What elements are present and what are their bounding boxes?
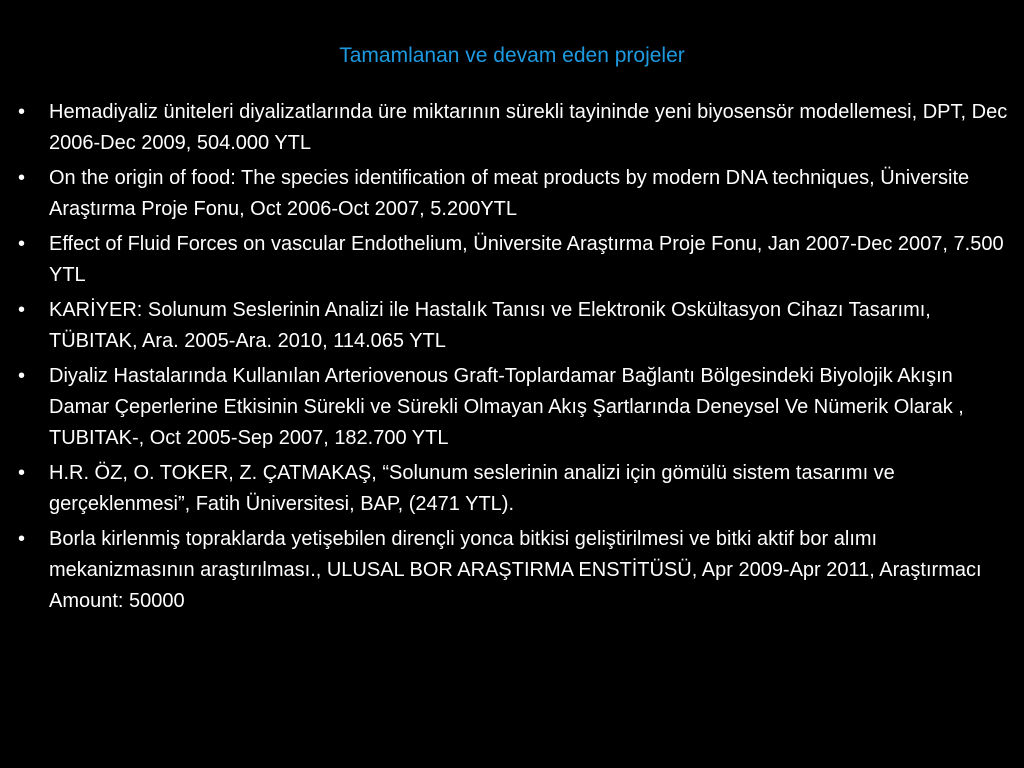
project-list (18, 97, 1014, 621)
list-item (18, 524, 1014, 617)
list-item-text: On the origin of food: The species identification of meat products by modern DNA techniques, Üniversite Araştırma Proje Fonu, Oct 2006-Oct 2007, 5.200YTL (49, 167, 970, 220)
list-item-text: KARİYER: Solunum Seslerinin Analizi ile Hastalık Tanısı ve Elektronik Oskültasyon Cihazı Tasarımı, TÜBITAK, Ara. 2005-Ara. 2010, 114.065 YTL (49, 299, 931, 352)
list-item (18, 458, 1014, 520)
list-item-text: Diyaliz Hastalarında Kullanılan Arteriovenous Graft-Toplardamar Bağlantı Bölgesindeki Biyolojik Akışın Damar Çeperlerine Etkisinin Sürekli ve Sürekli Olmayan Akış Şartlarında Deneysel Ve Nümerik Olarak , TUBITAK-, Oct 2005-Sep 2007, 182.700 YTL (49, 365, 964, 449)
bullet-icon: • (18, 233, 26, 255)
list-item-text: Effect of Fluid Forces on vascular Endothelium, Üniversite Araştırma Proje Fonu, Jan 2007-Dec 2007, 7.500 YTL (49, 233, 1004, 286)
bullet-icon: • (18, 528, 26, 550)
bullet-icon: • (18, 167, 26, 189)
bullet-icon: • (18, 299, 26, 321)
bullet-icon: • (18, 365, 26, 387)
slide-title: Tamamlanan ve devam eden projeler (339, 44, 685, 67)
list-item-text: Hemadiyaliz üniteleri diyalizatlarında üre miktarının sürekli tayininde yeni biyosensör modellemesi, DPT, Dec 2006-Dec 2009, 504.000 YTL (49, 101, 1008, 154)
list-item (18, 97, 1014, 159)
list-item-text: Borla kirlenmiş topraklarda yetişebilen dirençli yonca bitkisi geliştirilmesi ve bitki aktif bor alımı mekanizmasının araştırılması., ULUSAL BOR ARAŞTIRMA ENSTİTÜSÜ, Apr 2009-Apr 2011, Araştırmacı Amount: 50000 (49, 528, 982, 612)
list-item (18, 295, 1014, 357)
list-item (18, 361, 1014, 454)
list-item-text: H.R. ÖZ, O. TOKER, Z. ÇATMAKAŞ, “Solunum seslerinin analizi için gömülü sistem tasarımı ve gerçeklenmesi”, Fatih Üniversitesi, BAP, (2471 YTL). (49, 462, 895, 515)
bullet-icon: • (18, 462, 26, 484)
bullet-icon: • (18, 101, 26, 123)
list-item (18, 229, 1014, 291)
list-item (18, 163, 1014, 225)
